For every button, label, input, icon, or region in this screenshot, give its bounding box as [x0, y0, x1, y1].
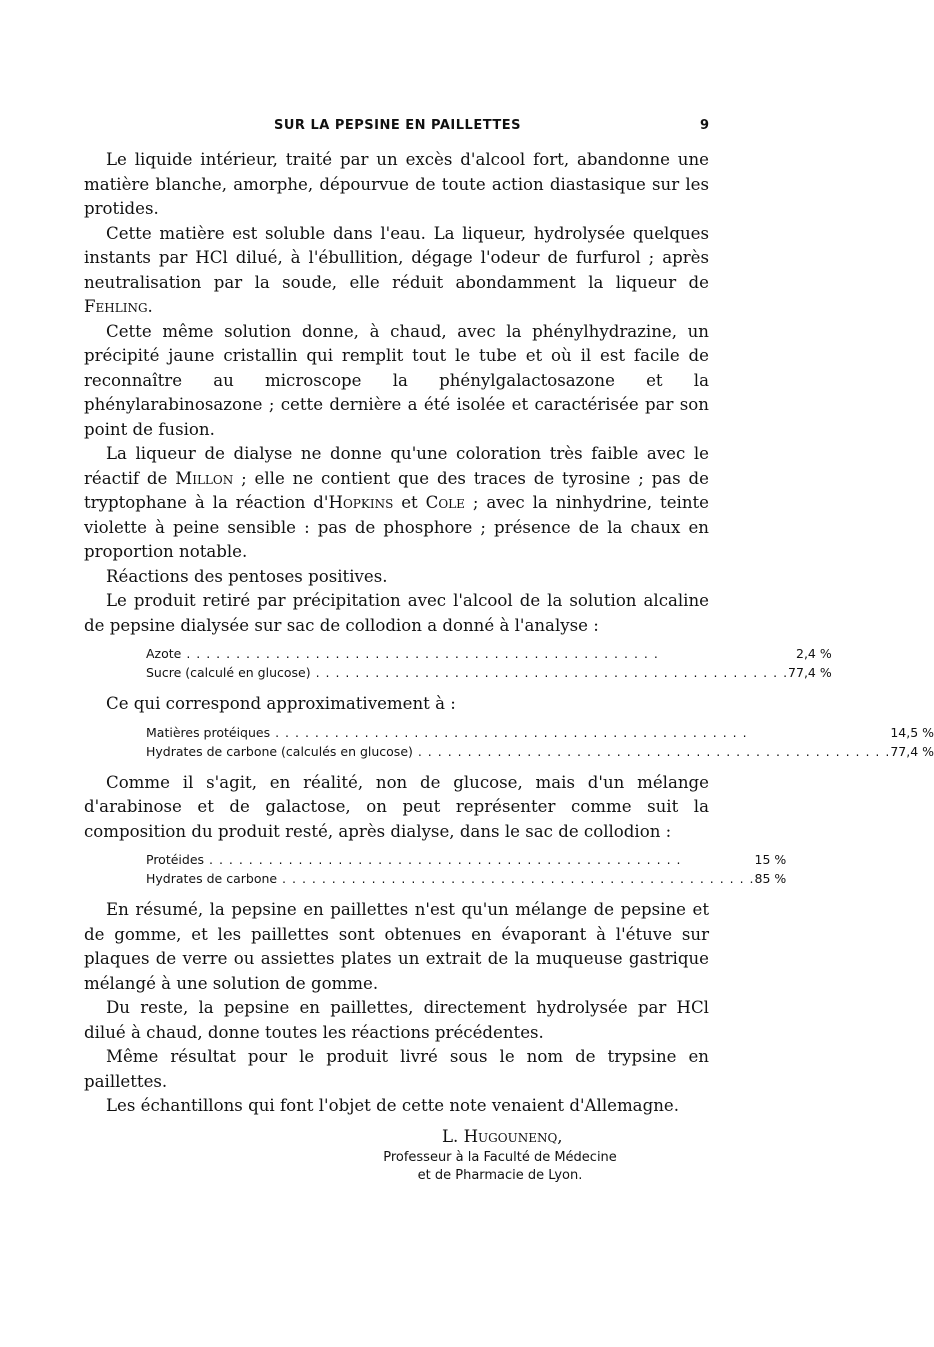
author-affiliation-line-1: Professeur à la Faculté de Médecine	[383, 1149, 617, 1165]
page-number: 9	[699, 118, 709, 133]
author-name-cole: Cole	[425, 493, 465, 512]
paragraph-5: Réactions des pentoses positives.	[106, 566, 388, 586]
row-value: 15 %	[754, 852, 787, 867]
paragraph-7: Ce qui correspond approximativement à :	[106, 694, 456, 713]
row-label: Azote . . .	[146, 644, 788, 663]
paragraph-2-end: .	[147, 297, 153, 316]
row-label: Hydrates de carbone . . .	[146, 869, 755, 888]
author-name-hopkins: Hopkins	[328, 493, 394, 512]
row-value: 77,4 %	[890, 743, 934, 759]
table-row	[146, 869, 786, 888]
row-label: Protéides . . .	[146, 850, 755, 869]
paragraph-4-text-c: et	[393, 493, 426, 512]
paragraph-9: En résumé, la pepsine en paillettes n'est qu'un mélange de pepsine et de gomme, et les paillettes sont obtenues en évaporant à l'étuve sur plaques de verre ou assiettes plates un extrait de la muqueuse gastrique mélangé à une solution de gomme.	[84, 900, 709, 993]
table-row	[146, 742, 934, 761]
running-title: SUR LA PEPSINE EN PAILLETTES	[274, 118, 521, 133]
author-name-millon: Millon	[175, 468, 234, 488]
paragraph-10: Du reste, la pepsine en paillettes, directement hydrolysée par HCl dilué à chaud, donne toutes les réactions précédentes.	[84, 998, 709, 1042]
paragraph-4-text-b: ; elle ne contient que des traces de tyrosine ; pas de tryptophane à la réaction d'	[84, 468, 709, 512]
row-value: 85 %	[754, 871, 787, 886]
author-name-fehling: Fehling	[84, 297, 148, 316]
row-label: Sucre (calculé en glucose) . . .	[146, 663, 788, 682]
paragraph-3: Cette même solution donne, à chaud, avec la phénylhydrazine, un précipité jaune cristallin qui remplit tout le tube et où il est facile de reconnaître au microscope la phénylgalactosazone et la phénylarabinosazone ; cette dernière a été isolée et caractérisée par son point de fusion.	[84, 321, 709, 439]
approximate-composition-table	[146, 723, 934, 761]
page-content	[84, 118, 934, 1185]
author-signature: L. Hugounenq,	[442, 1126, 563, 1146]
table-row	[146, 644, 832, 663]
author-affiliation-line-2: et de Pharmacie de Lyon.	[417, 1167, 583, 1183]
table-row	[146, 850, 786, 869]
paragraph-12: Les échantillons qui font l'objet de cette note venaient d'Allemagne.	[106, 1096, 679, 1115]
paragraph-1: Le liquide intérieur, traité par un excès d'alcool fort, abandonne une matière blanche, amorphe, dépourvue de toute action diastasique sur les protides.	[84, 150, 709, 218]
table-row	[146, 723, 934, 742]
analysis-table	[146, 644, 832, 682]
paragraph-11: Même résultat pour le produit livré sous le nom de trypsine en paillettes.	[84, 1047, 709, 1091]
row-value: 14,5 %	[890, 724, 934, 740]
paragraph-2-text: Cette matière est soluble dans l'eau. La liqueur, hydrolysée quelques instants par HCl dilué, à l'ébullition, dégage l'odeur de furfurol ; après neutralisation par la soude, elle réduit abondamment la liqueur de	[84, 223, 709, 292]
paragraph-4	[84, 442, 709, 565]
paragraph-2	[84, 222, 709, 320]
paragraph-8: Comme il s'agit, en réalité, non de glucose, mais d'un mélange d'arabinose et de galactose, on peut représenter comme suit la composition du produit resté, après dialyse, dans le sac de collodion :	[84, 772, 709, 841]
paragraph-4-text-d: ; avec la ninhydrine, teinte violette à peine sensible : pas de phosphore ; présence de la chaux en proportion notable.	[84, 493, 710, 561]
row-label: Hydrates de carbone (calculés en glucose) . . .	[146, 742, 890, 761]
table-row	[146, 663, 832, 682]
final-composition-table	[146, 850, 786, 888]
running-header	[84, 118, 709, 140]
row-value: 77,4 %	[788, 665, 832, 680]
paragraph-6: Le produit retiré par précipitation avec l'alcool de la solution alcaline de pepsine dialysée sur sac de collodion a donné à l'analyse :	[84, 591, 709, 635]
paragraph-4-text-a: La liqueur de dialyse ne donne qu'une coloration très faible avec le réactif de	[84, 444, 709, 488]
row-value: 2,4 %	[796, 646, 832, 661]
row-label: Matières protéiques . . .	[146, 723, 890, 742]
